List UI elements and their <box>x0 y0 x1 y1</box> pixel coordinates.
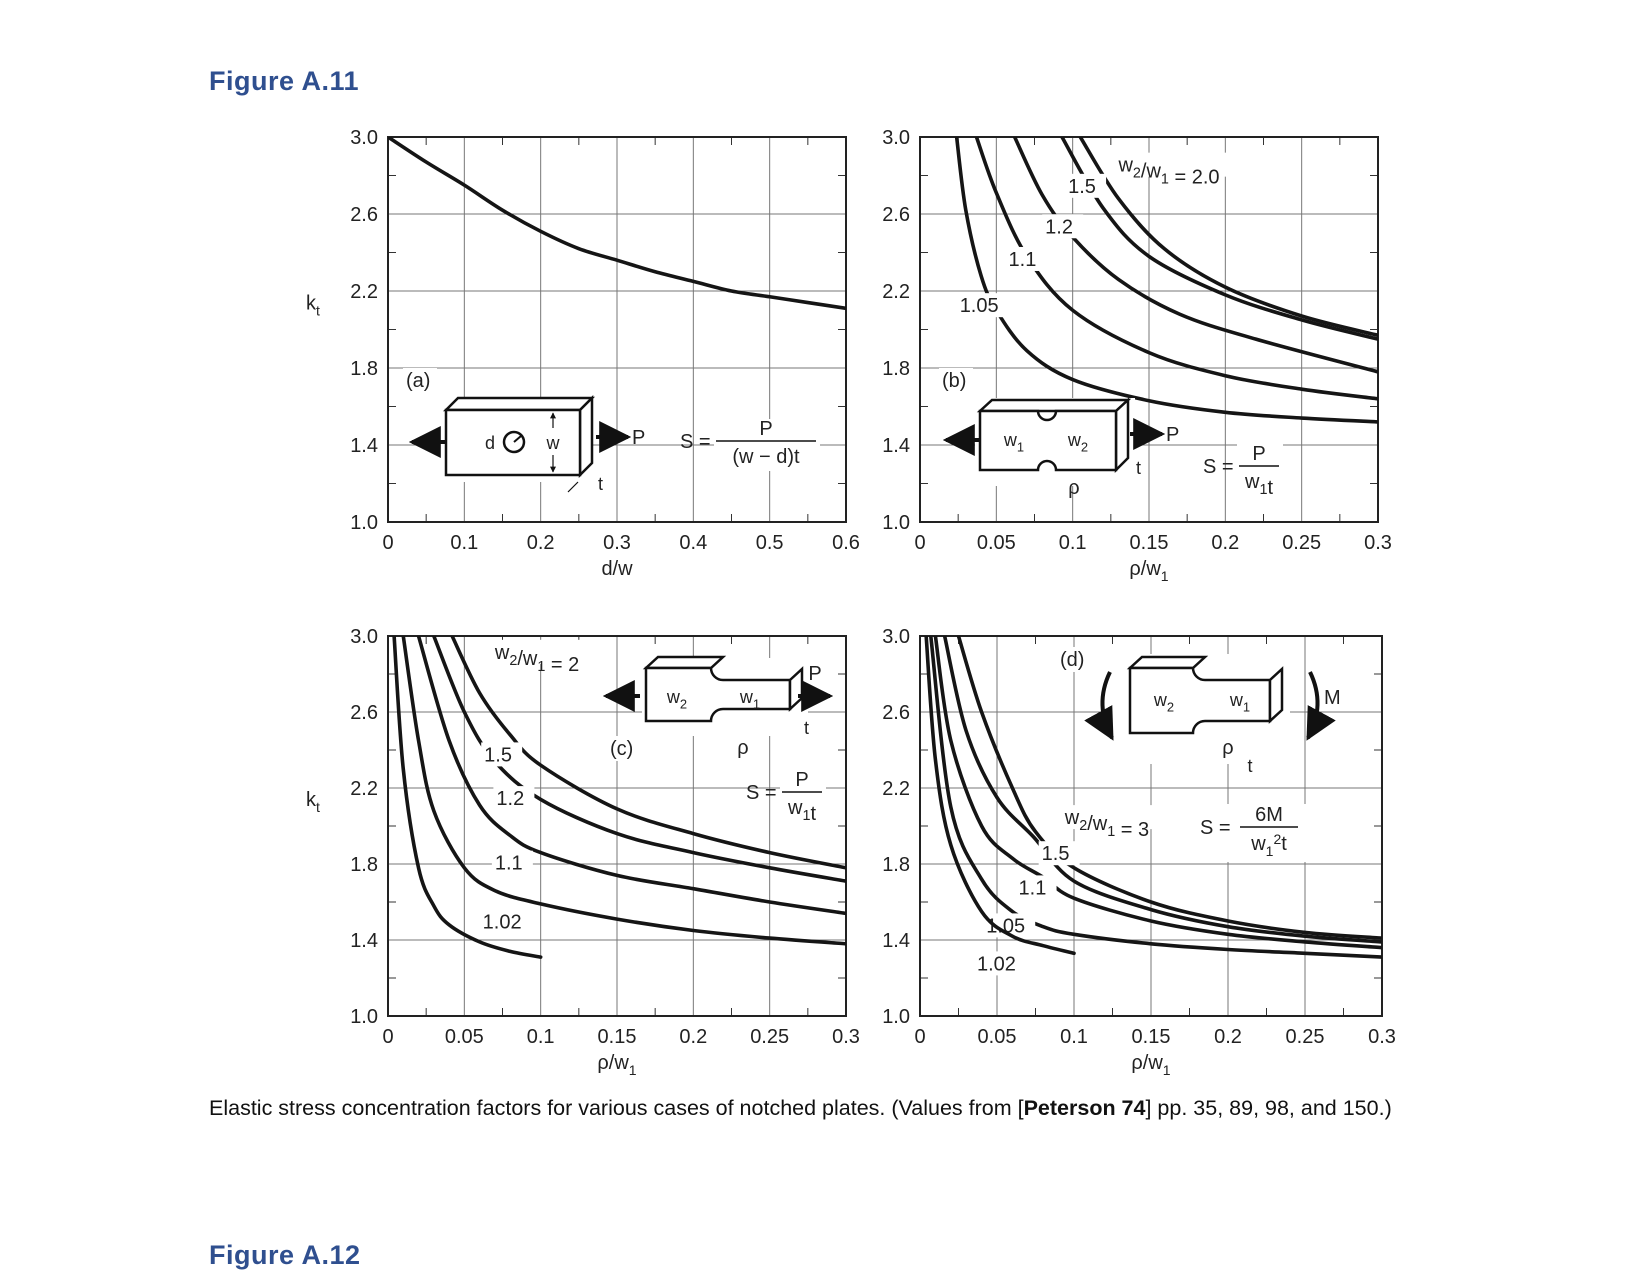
inset-label-d: d <box>484 433 496 453</box>
y-tick-label: 2.6 <box>350 204 378 226</box>
y-tick-label: 1.4 <box>882 930 910 952</box>
inset-label-rho: ρ <box>1068 477 1080 499</box>
formula-numerator: P <box>1252 443 1266 465</box>
plate-top <box>1130 657 1205 668</box>
x-tick-label: 0.6 <box>832 532 860 554</box>
formula <box>746 769 826 825</box>
x-tick-label: 0.25 <box>750 1026 790 1048</box>
curve-label: $w_2/w_1 = 3$ <box>1064 807 1150 842</box>
plate-top <box>980 400 1128 411</box>
inset-a <box>412 398 820 494</box>
plate-top <box>446 398 592 410</box>
curve-label: 1.5 <box>484 744 512 767</box>
y-tick-label: 1.4 <box>882 435 910 457</box>
inset-label-w2: $w_2$ <box>1153 690 1175 715</box>
panel-b <box>882 127 1392 584</box>
dim-line <box>568 482 578 492</box>
panel-label: (c) <box>610 738 634 760</box>
formula-denominator: $w_1t$ <box>787 797 817 825</box>
y-tick-label: 1.8 <box>882 358 910 380</box>
x-tick-label: 0.15 <box>1129 532 1169 554</box>
inset-label-t: t <box>1136 458 1142 478</box>
curve-label: $w_2/w_1 = 2.0$ <box>1118 154 1220 189</box>
inset-label-m: M <box>1324 687 1341 709</box>
y-tick-label: 1.4 <box>350 435 378 457</box>
x-tick-label: 0 <box>382 1026 394 1048</box>
y-tick-label: 2.2 <box>350 778 378 800</box>
plate-side <box>580 398 592 475</box>
figure-caption <box>209 1090 1509 1127</box>
curve-label: 1.2 <box>1045 216 1073 239</box>
x-axis-label: $\rho/w_1$ <box>1129 558 1169 584</box>
y-tick-label: 3.0 <box>350 127 378 149</box>
y-tick-label: 2.6 <box>350 702 378 724</box>
inset-label-w2: $w_2$ <box>1067 430 1089 455</box>
formula-lhs: S = <box>1200 817 1231 839</box>
y-tick-label: 2.6 <box>882 702 910 724</box>
formula-lhs: S = <box>1203 456 1234 478</box>
formula-lhs: S = <box>746 782 777 804</box>
curve-label: 1.1 <box>494 852 523 875</box>
x-axis-label: d/w <box>601 558 633 580</box>
formula-denominator: $w_1^2t$ <box>1251 831 1287 859</box>
y-tick-label: 1.0 <box>350 1006 378 1028</box>
y-tick-label: 2.2 <box>882 281 910 303</box>
y-tick-label: 1.0 <box>882 1006 910 1028</box>
x-tick-label: 0.3 <box>603 532 631 554</box>
x-tick-label: 0.4 <box>679 532 708 554</box>
y-tick-label: 3.0 <box>350 626 378 648</box>
panel-a <box>306 127 860 580</box>
formula <box>680 418 820 471</box>
plate-side <box>1270 669 1282 721</box>
curve-label: 1.1 <box>1018 877 1047 900</box>
inset-label-p: P <box>632 427 646 449</box>
panel-label: (a) <box>406 370 431 392</box>
inset-label-w1: $w_1$ <box>1229 690 1251 715</box>
inset-label-rho: ρ <box>1222 737 1234 759</box>
curve-label: 1.02 <box>976 953 1016 976</box>
plate-side <box>1116 400 1128 470</box>
x-tick-label: 0.25 <box>1285 1026 1325 1048</box>
inset-label-w1: $w_1$ <box>1003 430 1025 455</box>
formula-lhs: S = <box>680 431 711 453</box>
x-tick-label: 0 <box>914 532 926 554</box>
x-tick-label: 0.3 <box>1368 1026 1396 1048</box>
y-axis-label: $k_t$ <box>306 292 320 319</box>
x-tick-label: 0.25 <box>1282 532 1322 554</box>
x-tick-label: 0.2 <box>1211 532 1240 554</box>
x-tick-label: 0.15 <box>1131 1026 1171 1048</box>
inset-label-t: t <box>1247 756 1253 776</box>
formula-denominator: (w − d)t <box>732 446 800 468</box>
panel-label: (d) <box>1060 649 1085 671</box>
y-tick-label: 1.8 <box>350 854 378 876</box>
y-tick-label: 3.0 <box>882 626 910 648</box>
insets <box>412 398 1341 862</box>
caption-suffix: ] pp. 35, 89, 98, and 150.) <box>1145 1096 1392 1120</box>
formula-numerator: P <box>795 769 809 791</box>
x-tick-label: 0.3 <box>832 1026 860 1048</box>
caption-prefix: Elastic stress concentration factors for various cases of notched plates. (Values from [ <box>209 1096 1024 1120</box>
y-tick-label: 3.0 <box>882 127 910 149</box>
curve-label: 1.5 <box>1041 843 1070 866</box>
inset-label-rho: ρ <box>737 737 749 759</box>
y-tick-label: 1.8 <box>882 854 910 876</box>
plate-top <box>646 657 723 668</box>
x-tick-label: 0.05 <box>976 532 1016 554</box>
y-tick-label: 2.2 <box>882 778 910 800</box>
formula-numerator: 6M <box>1255 804 1283 826</box>
inset-label-p: P <box>808 663 822 685</box>
x-tick-label: 0.3 <box>1364 532 1392 554</box>
y-tick-label: 1.8 <box>350 358 378 380</box>
x-tick-label: 0.5 <box>755 532 784 554</box>
formula-denominator: $w_1t$ <box>1244 471 1274 499</box>
caption-ref: Peterson 74 <box>1023 1096 1146 1120</box>
y-tick-label: 1.4 <box>350 930 378 952</box>
x-tick-label: 0.15 <box>597 1026 637 1048</box>
x-axis-label: $\rho/w_1$ <box>1131 1052 1171 1078</box>
inset-label-w2: $w_2$ <box>666 687 688 712</box>
curve-label: 1.1 <box>1008 248 1037 271</box>
y-tick-label: 2.6 <box>882 204 910 226</box>
curve-label: 1.2 <box>496 788 525 811</box>
y-tick-label: 1.0 <box>350 512 378 534</box>
x-tick-label: 0 <box>914 1026 926 1048</box>
x-tick-label: 0.2 <box>526 532 555 554</box>
next-figure-title: Figure A.12 <box>209 1240 361 1270</box>
moment-arrow-right <box>1308 672 1318 738</box>
inset-label-p: P <box>1166 424 1180 446</box>
x-tick-label: 0 <box>382 532 394 554</box>
x-tick-label: 0.05 <box>977 1026 1017 1048</box>
curve-label: 1.02 <box>482 911 522 934</box>
x-tick-label: 0.2 <box>679 1026 708 1048</box>
curve-label: 1.5 <box>1068 175 1096 198</box>
x-tick-label: 0.1 <box>450 532 479 554</box>
inset-label-w1: $w_1$ <box>739 687 761 712</box>
y-tick-label: 1.0 <box>882 512 910 534</box>
formula-numerator: P <box>759 418 773 440</box>
formula <box>1203 443 1283 499</box>
x-tick-label: 0.1 <box>526 1026 555 1048</box>
inset-label-t: t <box>598 474 604 494</box>
inset-label-w: w <box>546 433 560 453</box>
curve-label: 1.05 <box>986 915 1026 938</box>
inset-label-t: t <box>804 718 810 738</box>
x-tick-label: 0.1 <box>1058 532 1087 554</box>
curve-label: 1.05 <box>959 295 999 318</box>
x-tick-label: 0.05 <box>444 1026 484 1048</box>
plate-front <box>980 411 1116 470</box>
figure-title: Figure A.11 <box>209 66 360 96</box>
x-axis-label: $\rho/w_1$ <box>597 1052 637 1078</box>
panel-label: (b) <box>942 370 967 392</box>
y-axis-label: $k_t$ <box>306 789 320 815</box>
y-tick-label: 2.2 <box>350 281 378 303</box>
x-tick-label: 0.2 <box>1214 1026 1242 1048</box>
formula <box>1200 804 1308 862</box>
x-tick-label: 0.1 <box>1060 1026 1088 1048</box>
curve-label: $w_2/w_1 = 2$ <box>494 641 580 676</box>
